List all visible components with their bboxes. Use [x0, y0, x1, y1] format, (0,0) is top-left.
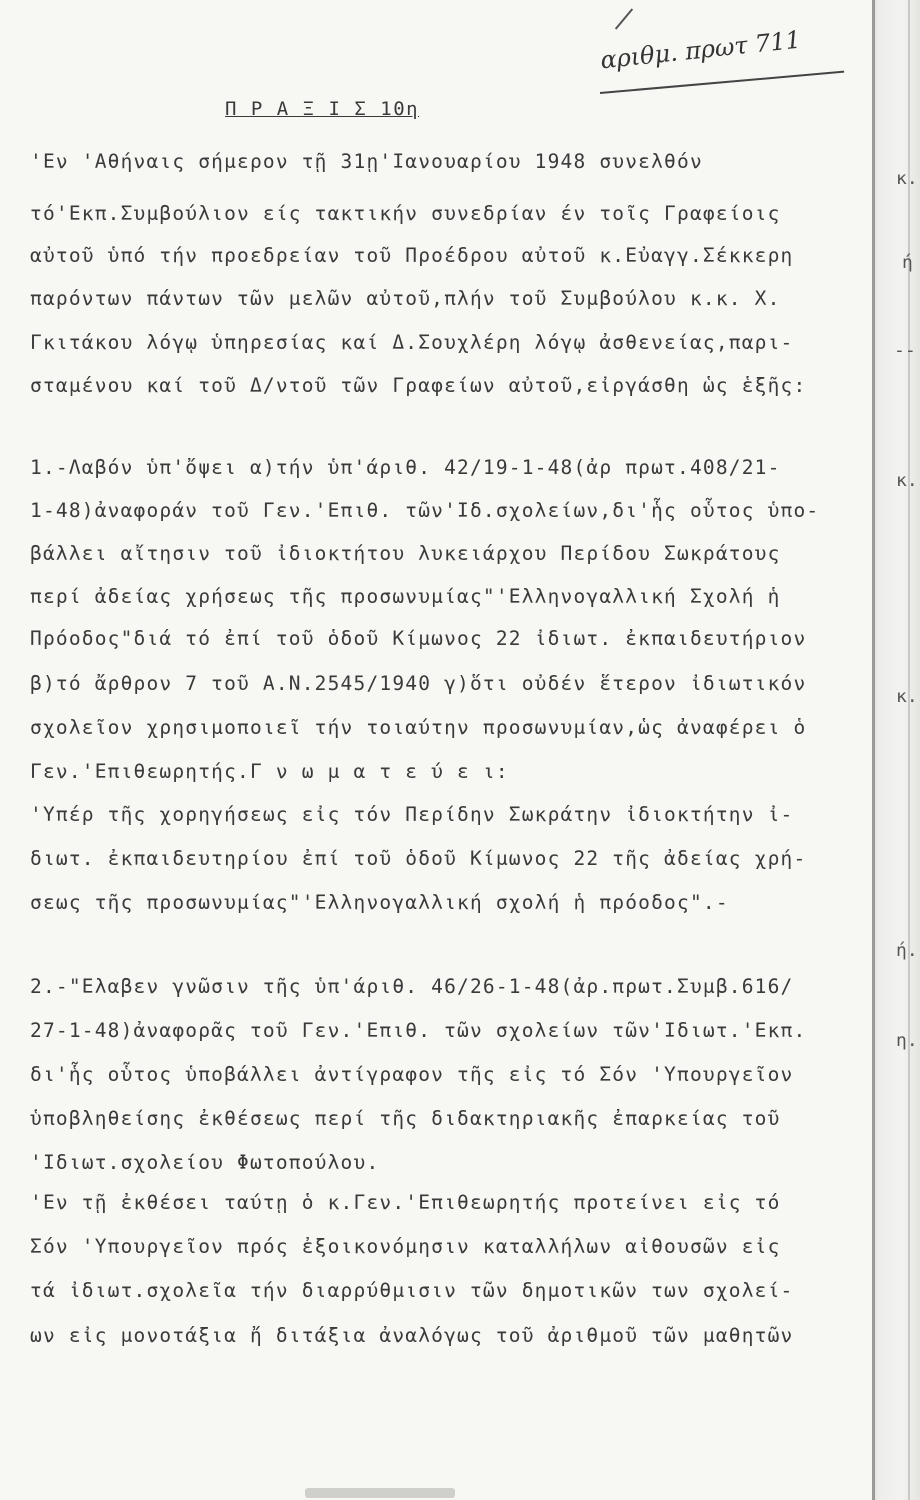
text-line: ων εἰς μονοτάξια ἤ διτάξια ἀναλόγως τοῦ ἀριθμοῦ τῶν μαθητῶν [30, 1324, 794, 1347]
margin-mark: κ. [896, 470, 918, 491]
page-edge-line [872, 0, 875, 1500]
text-line: 27-1-48)ἀναφορᾶς τοῦ Γεν.'Επιθ. τῶν σχολείων τῶν'Ιδιωτ.'Εκπ. [30, 1019, 807, 1042]
text-line: διωτ. ἐκπαιδευτηρίου ἐπί τοῦ ὁδοῦ Κίμωνος 22 τῆς ἀδείας χρή- [30, 847, 807, 870]
margin-mark: ή [902, 252, 913, 273]
text-line: 2.-"Ελαβεν γνῶσιν τῆς ὑπ'άριθ. 46/26-1-48(ἀρ.πρωτ.Συμβ.616/ [30, 975, 794, 998]
text-line: τά ἰδιωτ.σχολεῖα τήν διαρρύθμισιν τῶν δημοτικῶν των σχολεί- [30, 1279, 794, 1302]
text-line: Γεν.'Επιθεωρητής.Γ ν ω μ α τ ε ύ ε ι: [30, 760, 509, 783]
margin-mark: η. [896, 1030, 918, 1051]
text-line: δι'ἧς οὗτος ὑποβάλλει ἀντίγραφον τῆς εἰς τό Σόν 'Υπουργεῖον [30, 1063, 794, 1086]
handwritten-slash-mark [615, 8, 633, 29]
text-line: σεως τῆς προσωνυμίας"'Ελληνογαλλική σχολή ἡ πρόοδος".- [30, 891, 729, 914]
text-line: σταμένου καί τοῦ Δ/ντοῦ τῶν Γραφείων αὐτοῦ,εἰργάσθη ὡς ἑξῆς: [30, 374, 807, 397]
text-line: βάλλει αἴτησιν τοῦ ἰδιοκτήτου λυκειάρχου Περίδου Σωκράτους [30, 542, 781, 565]
handwritten-underline [600, 71, 844, 94]
page-edge-line [908, 0, 910, 1500]
text-line: Γκιτάκου λόγῳ ὑπηρεσίας καί Δ.Σουχλέρη λόγῳ ἀσθενείας,παρι- [30, 331, 794, 354]
text-line: τό'Εκπ.Συμβούλιον είς τακτικήν συνεδρίαν έν τοῖς Γραφείοις [30, 202, 781, 225]
text-line: 1.-Λαβόν ὑπ'ὄψει α)τήν ὑπ'άριθ. 42/19-1-48(ἀρ πρωτ.408/21- [30, 456, 781, 479]
margin-mark: κ. [896, 168, 918, 189]
text-line: Πρόοδος"διά τό ἐπί τοῦ ὁδοῦ Κίμωνος 22 ἰδιωτ. ἐκπαιδευτήριον [30, 627, 807, 650]
text-line: 'Εν τῇ ἐκθέσει ταύτῃ ὁ κ.Γεν.'Επιθεωρητής προτείνει εἰς τό [30, 1191, 781, 1214]
bottom-smudge [305, 1488, 455, 1498]
margin-mark: κ. [896, 686, 918, 707]
text-line: περί ἀδείας χρήσεως τῆς προσωνυμίας"'Ελληνογαλλική Σχολή ἡ [30, 585, 781, 608]
margin-mark: -- [894, 340, 916, 361]
text-line: 'Εν 'Αθήναις σήμερον τῇ 31ῃ'Ιανουαρίου 1948 συνελθόν [30, 150, 703, 173]
text-line: 1-48)ἀναφοράν τοῦ Γεν.'Επιθ. τῶν'Ιδ.σχολείων,δι'ἧς οὗτος ὑπο- [30, 499, 820, 522]
text-line: ὑποβληθείσης ἐκθέσεως περί τῆς διδακτηριακῆς ἐπαρκείας τοῦ [30, 1107, 781, 1130]
text-line: παρόντων πάντων τῶν μελῶν αὐτοῦ,πλήν τοῦ Συμβούλου κ.κ. Χ. [30, 287, 781, 310]
text-line: β)τό ἄρθρον 7 τοῦ Α.Ν.2545/1940 γ)ὅτι οὐδέν ἕτερον ἰδιωτικόν [30, 672, 807, 695]
document-title: Π Ρ Α Ξ Ι Σ 10η [225, 98, 420, 120]
text-line: αὐτοῦ ὑπό τήν προεδρείαν τοῦ Προέδρου αὐτοῦ κ.Εὐαγγ.Σέκκερη [30, 244, 794, 267]
text-line: 'Υπέρ τῆς χορηγήσεως εἰς τόν Περίδην Σωκράτην ἰδιοκτήτην ἰ- [30, 803, 794, 826]
handwritten-protocol-number: αριθμ. πρωτ 711 [599, 25, 803, 75]
text-line: 'Ιδιωτ.σχολείου Φωτοπούλου. [30, 1151, 380, 1174]
text-line: Σόν 'Υπουργεῖον πρός ἐξοικονόμησιν καταλλήλων αἰθουσῶν εἰς [30, 1235, 781, 1258]
page-edge [872, 0, 920, 1500]
text-line: σχολεῖον χρησιμοποιεῖ τήν τοιαύτην προσωνυμίαν,ὡς ἀναφέρει ὁ [30, 716, 807, 739]
margin-mark: ή. [896, 940, 918, 961]
